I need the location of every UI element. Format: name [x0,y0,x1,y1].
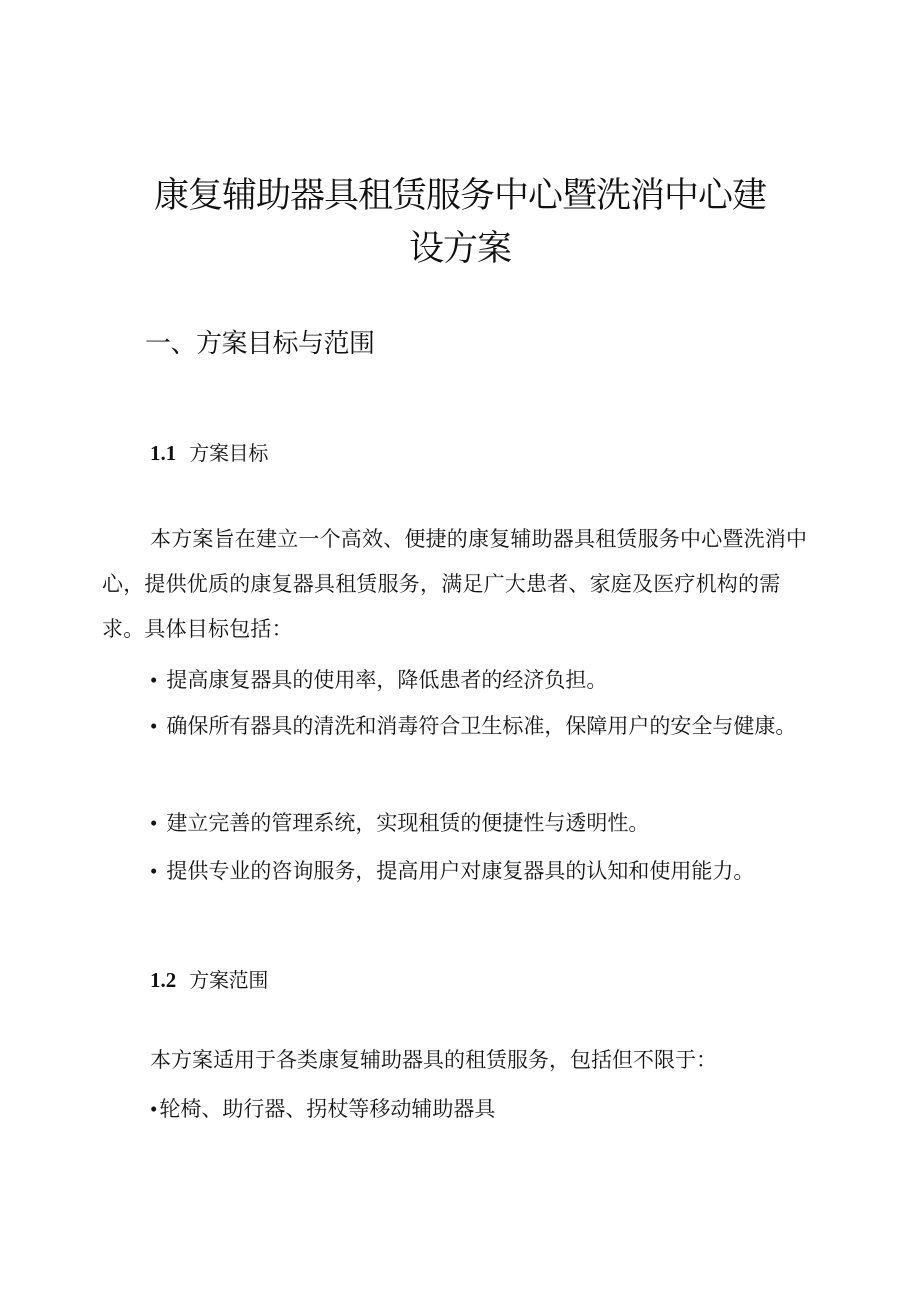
bullet-icon: • [150,714,158,738]
list-item-text: 轮椅、助行器、拐杖等移动辅助器具 [159,1097,496,1121]
list-item-text: 建立完善的管理系统，实现租赁的便捷性与透明性。 [166,811,650,835]
bullet-icon: • [150,859,158,883]
list-item [150,1094,495,1124]
list-item-text: 提供专业的咨询服务，提高用户对康复器具的认知和使用能力。 [166,859,755,883]
subsection-heading-1-1 [150,439,268,467]
title-line-2: 设方案 [408,229,511,269]
scope-paragraph: 本方案适用于各类康复辅助器具的租赁服务，包括但不限于： [150,1048,717,1072]
bullet-icon: • [150,668,158,692]
list-item [150,808,649,838]
section-heading: 一、方案目标与范围 [145,329,375,359]
list-item-text: 提高康复器具的使用率，降低患者的经济负担。 [166,668,608,692]
bullet-icon: • [150,1097,158,1121]
list-item-text: 确保所有器具的清洗和消毒符合卫生标准，保障用户的安全与健康。 [166,714,797,738]
list-item [150,665,607,695]
list-item [102,704,822,749]
bullet-icon: • [150,811,158,835]
subsection-number: 1.1 [150,441,177,465]
subsection-title: 方案范围 [189,968,269,992]
document-title [135,170,785,276]
goal-paragraph: 本方案旨在建立一个高效、便捷的康复辅助器具租赁服务中心暨洗消中心，提供优质的康复器具租赁服务，满足广大患者、家庭及医疗机构的需求。具体目标包括： [102,527,808,641]
list-item [150,856,754,886]
subsection-number: 1.2 [150,968,177,992]
subsection-heading-1-2 [150,966,268,994]
title-line-1: 康复辅助器具租赁服务中心暨洗消中心建 [153,176,766,216]
subsection-title: 方案目标 [189,441,269,465]
